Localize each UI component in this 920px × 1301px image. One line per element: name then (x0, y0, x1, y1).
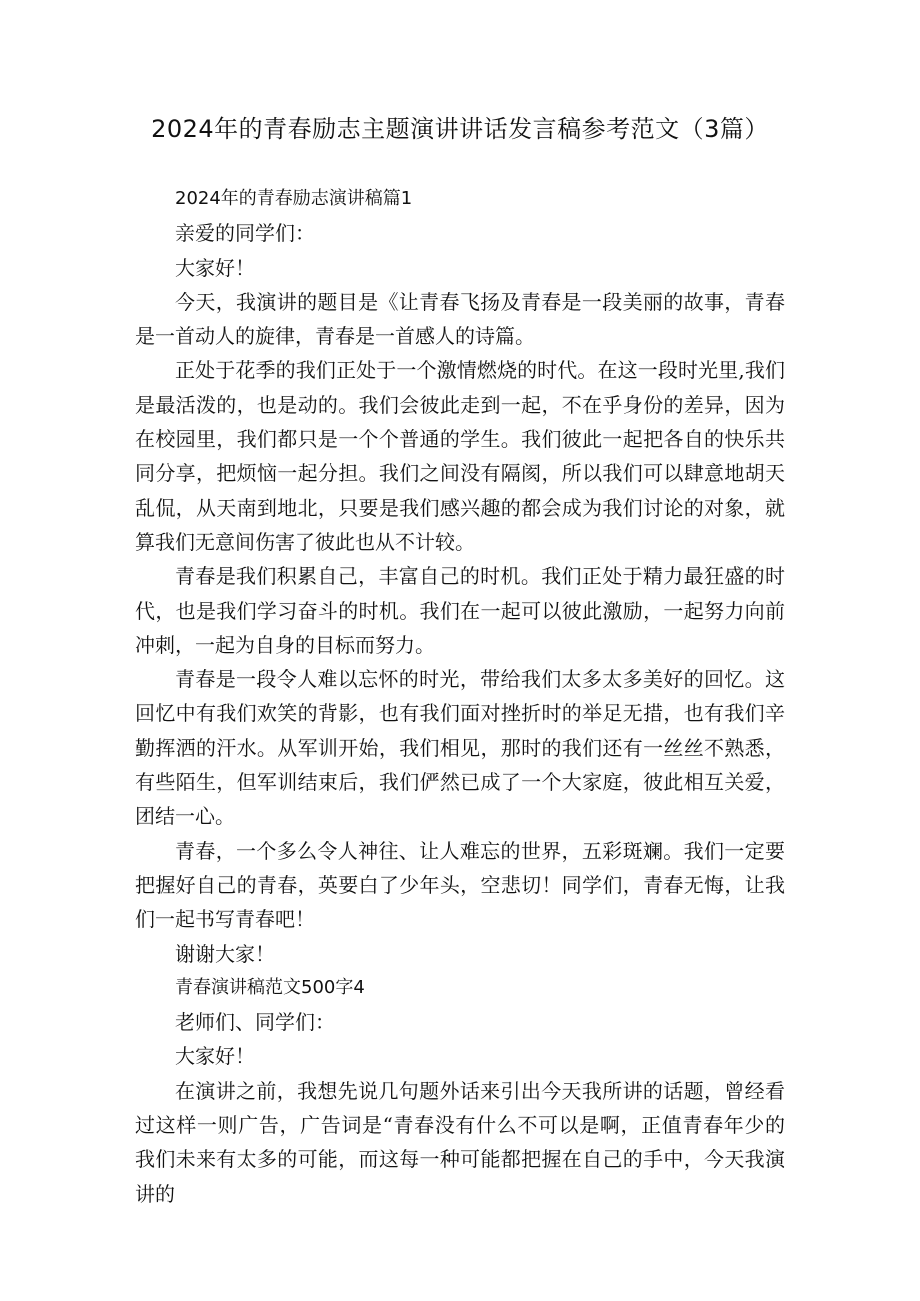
paragraph: 青春是我们积累自己，丰富自己的时机。我们正处于精力最狂盛的时代，也是我们学习奋斗的时机。我们在一起可以彼此激励，一起努力向前冲刺，一起为自身的目标而努力。 (135, 564, 785, 657)
paragraph: 青春，一个多么令人神往、让人难忘的世界，五彩斑斓。我们一定要把握好自己的青春，英要白了少年头，空悲切！同学们，青春无悔，让我们一起书写青春吧！ (135, 838, 785, 932)
document-title: 2024年的青春励志主题演讲讲话发言稿参考范文（3篇） (151, 115, 769, 143)
greeting: 大家好！ (175, 255, 255, 280)
salutation: 老师们、同学们： (175, 1010, 335, 1035)
salutation: 亲爱的同学们： (175, 221, 315, 246)
greeting: 大家好！ (175, 1044, 255, 1069)
section-heading: 青春演讲稿范文500字4 (175, 976, 365, 998)
paragraph: 今天，我演讲的题目是《让青春飞扬及青春是一段美丽的故事，青春是一首动人的旋律，青春是一首感人的诗篇。 (135, 289, 785, 349)
paragraph: 青春是一段令人难以忘怀的时光，带给我们太多太多美好的回忆。这回忆中有我们欢笑的背影，也有我们面对挫折时的举足无措，也有我们辛勤挥洒的汗水。从军训开始，我们相见，那时的我们还有一丝丝不熟悉，有些陌生，但军训结束后，我们俨然已成了一个大家庭，彼此相互关爱，团结一心。 (135, 667, 785, 829)
closing-thanks: 谢谢大家！ (175, 941, 275, 966)
paragraph: 正处于花季的我们正处于一个激情燃烧的时代。在这一段时光里,我们是最活泼的，也是动的。我们会彼此走到一起，不在乎身份的差异，因为在校园里，我们都只是一个个普通的学生。我们彼此一起把各自的快乐共同分享，把烦恼一起分担。我们之间没有隔阂，所以我们可以肆意地胡天乱侃，从天南到地北，只要是我们感兴趣的都会成为我们讨论的对象，就算我们无意间伤害了彼此也从不计较。 (135, 358, 785, 554)
section-heading: 2024年的青春励志演讲稿篇1 (175, 188, 413, 209)
document-body (135, 182, 785, 1211)
paragraph: 在演讲之前，我想先说几句题外话来引出今天我所讲的话题，曾经看过这样一则广告，广告词是“青春没有什么不可以是啊，正值青春年少的我们未来有太多的可能，而这每一种可能都把握在自己的手中，今天我演讲的 (135, 1078, 785, 1206)
